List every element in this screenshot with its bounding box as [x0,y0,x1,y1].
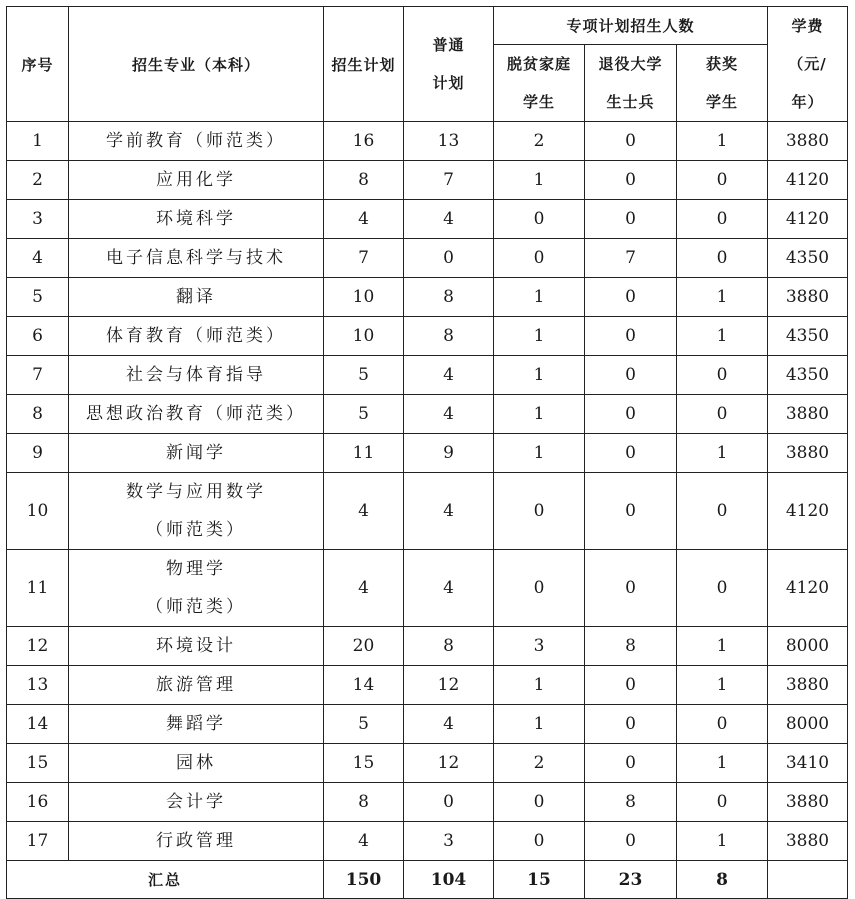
row-major-line: 数学与应用数学 [126,482,266,502]
header-fee-line3: 年） [791,93,824,111]
row-veteran: 0 [585,356,677,395]
row-award: 0 [677,239,768,278]
row-seq: 2 [7,161,69,200]
row-major [69,627,324,666]
row-plan: 8 [324,783,404,822]
row-fee: 8000 [768,627,848,666]
row-plan: 5 [324,395,404,434]
header-award-line2: 学生 [705,93,738,111]
row-plan: 16 [324,122,404,161]
row-veteran: 0 [585,278,677,317]
row-plan: 5 [324,705,404,744]
row-plan: 10 [324,317,404,356]
row-poverty: 1 [494,434,585,473]
row-fee: 3880 [768,278,848,317]
row-veteran: 0 [585,200,677,239]
row-major [69,473,324,550]
row-poverty: 0 [494,473,585,550]
row-major-line: 新闻学 [166,443,226,463]
total-veteran: 23 [585,861,677,899]
table-row [7,395,848,434]
row-fee: 4120 [768,550,848,627]
table-row [7,317,848,356]
row-award: 0 [677,356,768,395]
row-fee: 8000 [768,705,848,744]
row-seq: 8 [7,395,69,434]
table-row [7,705,848,744]
row-major-line: 环境科学 [156,209,236,229]
enrollment-table-container [6,6,848,899]
row-fee: 3880 [768,783,848,822]
header-veteran-line1: 退役大学 [598,55,663,73]
row-major-line: 学前教育（师范类） [106,131,286,151]
row-award: 1 [677,317,768,356]
row-award: 1 [677,744,768,783]
row-veteran: 0 [585,122,677,161]
row-major-line: 旅游管理 [156,675,236,695]
header-fee-line1: 学费 [791,17,824,35]
row-veteran: 8 [585,627,677,666]
header-seq: 序号 [7,7,69,122]
row-normal: 13 [404,122,494,161]
table-row [7,122,848,161]
row-normal: 8 [404,317,494,356]
header-major: 招生专业（本科） [69,7,324,122]
row-award: 0 [677,473,768,550]
row-major [69,317,324,356]
row-normal: 7 [404,161,494,200]
table-row [7,239,848,278]
row-normal: 4 [404,356,494,395]
row-fee: 4350 [768,317,848,356]
row-major [69,705,324,744]
row-seq: 4 [7,239,69,278]
row-major [69,200,324,239]
row-major-line: 体育教育（师范类） [106,326,286,346]
row-seq: 3 [7,200,69,239]
row-normal: 4 [404,550,494,627]
row-poverty: 2 [494,744,585,783]
row-fee: 3880 [768,395,848,434]
row-fee: 3410 [768,744,848,783]
table-row [7,744,848,783]
row-veteran: 8 [585,783,677,822]
row-fee: 4120 [768,473,848,550]
row-award: 0 [677,395,768,434]
table-row [7,783,848,822]
header-special-plan: 专项计划招生人数 [494,7,768,45]
row-major-line: 应用化学 [156,170,236,190]
row-award: 0 [677,783,768,822]
row-award: 1 [677,122,768,161]
row-fee: 3880 [768,122,848,161]
header-poverty [494,45,585,122]
row-seq: 7 [7,356,69,395]
row-seq: 17 [7,822,69,861]
row-poverty: 1 [494,356,585,395]
header-plan: 招生计划 [324,7,404,122]
row-fee: 3880 [768,822,848,861]
row-seq: 9 [7,434,69,473]
row-award: 1 [677,434,768,473]
row-award: 0 [677,200,768,239]
header-award-line1: 获奖 [705,55,738,73]
row-seq: 14 [7,705,69,744]
row-seq: 6 [7,317,69,356]
row-plan: 4 [324,550,404,627]
table-row [7,473,848,550]
row-poverty: 3 [494,627,585,666]
row-major [69,550,324,627]
row-veteran: 0 [585,395,677,434]
row-major-line: 环境设计 [156,636,236,656]
row-award: 0 [677,550,768,627]
row-poverty: 0 [494,822,585,861]
row-plan: 11 [324,434,404,473]
row-plan: 4 [324,200,404,239]
row-poverty: 1 [494,161,585,200]
header-veteran [585,45,677,122]
row-major-line: 物理学 [166,559,226,579]
total-row [7,861,848,899]
row-major-line: 社会与体育指导 [126,365,266,385]
table-row [7,356,848,395]
row-fee: 4350 [768,239,848,278]
row-seq: 16 [7,783,69,822]
row-poverty: 0 [494,239,585,278]
header-normal-line2: 计划 [432,74,465,92]
row-major-line: 行政管理 [156,831,236,851]
row-plan: 5 [324,356,404,395]
header-fee-line2: （元/ [788,55,827,73]
total-fee [768,861,848,899]
header-fee [768,7,848,122]
row-normal: 4 [404,200,494,239]
table-row [7,278,848,317]
header-poverty-line2: 学生 [522,93,555,111]
row-major-line: 思想政治教育（师范类） [86,404,306,424]
row-seq: 11 [7,550,69,627]
row-veteran: 0 [585,317,677,356]
row-major-line: （师范类） [146,597,246,617]
row-fee: 4120 [768,161,848,200]
row-award: 1 [677,666,768,705]
row-award: 1 [677,278,768,317]
row-normal: 12 [404,666,494,705]
row-plan: 10 [324,278,404,317]
row-normal: 4 [404,395,494,434]
row-veteran: 0 [585,744,677,783]
row-major-line: 舞蹈学 [166,714,226,734]
table-row [7,627,848,666]
row-seq: 12 [7,627,69,666]
row-major [69,122,324,161]
row-veteran: 0 [585,161,677,200]
row-poverty: 0 [494,550,585,627]
row-major-line: （师范类） [146,520,246,540]
total-plan: 150 [324,861,404,899]
row-major [69,822,324,861]
row-plan: 20 [324,627,404,666]
row-plan: 7 [324,239,404,278]
row-major [69,395,324,434]
row-veteran: 0 [585,705,677,744]
row-major [69,783,324,822]
row-poverty: 1 [494,666,585,705]
row-veteran: 0 [585,473,677,550]
total-label: 汇总 [7,861,324,899]
row-normal: 3 [404,822,494,861]
row-plan: 4 [324,822,404,861]
header-normal-plan [404,7,494,122]
row-award: 1 [677,822,768,861]
row-major [69,356,324,395]
row-veteran: 0 [585,666,677,705]
row-normal: 9 [404,434,494,473]
row-normal: 8 [404,278,494,317]
row-normal: 4 [404,705,494,744]
total-award: 8 [677,861,768,899]
row-poverty: 0 [494,783,585,822]
header-veteran-line2: 生士兵 [606,93,655,111]
row-normal: 0 [404,239,494,278]
row-seq: 10 [7,473,69,550]
row-major [69,744,324,783]
table-row [7,666,848,705]
row-veteran: 0 [585,550,677,627]
row-major-line: 会计学 [166,792,226,812]
row-plan: 8 [324,161,404,200]
row-fee: 3880 [768,666,848,705]
row-major [69,666,324,705]
table-row [7,200,848,239]
header-normal-line1: 普通 [432,36,465,54]
row-plan: 4 [324,473,404,550]
row-normal: 8 [404,627,494,666]
row-award: 1 [677,627,768,666]
row-plan: 14 [324,666,404,705]
row-veteran: 7 [585,239,677,278]
row-normal: 4 [404,473,494,550]
row-veteran: 0 [585,822,677,861]
row-poverty: 1 [494,278,585,317]
table-row [7,822,848,861]
row-major [69,434,324,473]
row-poverty: 1 [494,317,585,356]
table-row [7,434,848,473]
row-major [69,161,324,200]
row-poverty: 1 [494,705,585,744]
total-poverty: 15 [494,861,585,899]
row-fee: 3880 [768,434,848,473]
row-award: 0 [677,161,768,200]
table-row [7,161,848,200]
header-award [677,45,768,122]
row-major-line: 翻译 [176,287,216,307]
row-major-line: 园林 [176,753,216,773]
enrollment-table [6,6,848,899]
row-plan: 15 [324,744,404,783]
header-row-1 [7,7,848,45]
row-seq: 5 [7,278,69,317]
row-fee: 4120 [768,200,848,239]
row-veteran: 0 [585,434,677,473]
row-major [69,278,324,317]
row-award: 0 [677,705,768,744]
header-poverty-line1: 脱贫家庭 [506,55,571,73]
row-seq: 1 [7,122,69,161]
row-seq: 15 [7,744,69,783]
row-poverty: 0 [494,200,585,239]
row-major [69,239,324,278]
row-normal: 12 [404,744,494,783]
row-normal: 0 [404,783,494,822]
row-poverty: 2 [494,122,585,161]
row-seq: 13 [7,666,69,705]
row-poverty: 1 [494,395,585,434]
total-normal: 104 [404,861,494,899]
table-row [7,550,848,627]
row-fee: 4350 [768,356,848,395]
row-major-line: 电子信息科学与技术 [106,248,286,268]
table-body [7,122,848,861]
